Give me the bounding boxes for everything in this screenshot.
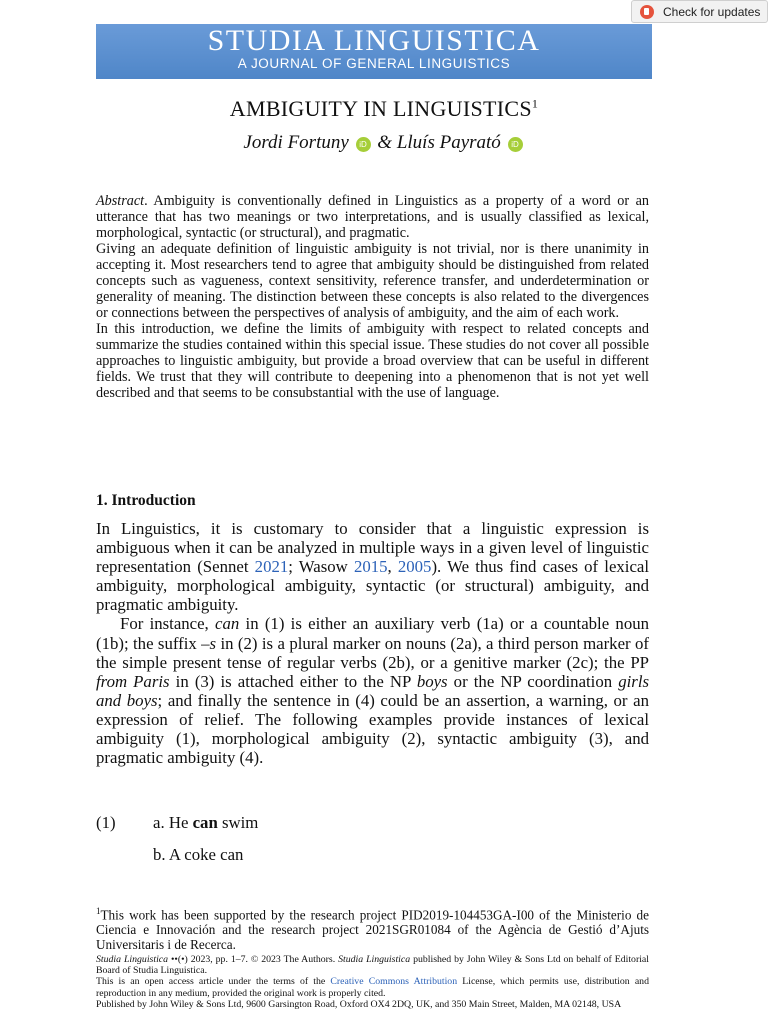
- p2-text: in (1) is either an auxiliary verb (1a) or a countable noun (1b); the suffix: [96, 614, 649, 653]
- footer-text: License, which permits use, distribution and reproduction in any medium, provided the original work is properly cited.: [96, 976, 649, 999]
- author-1[interactable]: Jordi Fortuny: [243, 132, 349, 153]
- orcid-icon[interactable]: iD: [508, 137, 523, 152]
- p2-italic: boys: [416, 671, 448, 691]
- footer-line-1: [96, 954, 649, 976]
- p2-italic: can: [215, 614, 240, 634]
- article-title: [0, 96, 768, 122]
- example-1b: b. A coke can: [153, 845, 244, 864]
- journal-banner: [96, 24, 652, 79]
- body-text: [96, 519, 649, 767]
- p1-text-a: In Linguistics, it is customary to consider that a linguistic expression is ambiguous when it can be analyzed in multiple ways in a given level of linguistic representation (Sennet: [96, 519, 649, 577]
- citation-link[interactable]: 2021: [254, 557, 289, 577]
- example-1a-pre: a. He: [153, 813, 193, 832]
- p1-text-c: ,: [387, 557, 398, 577]
- page-footer: [96, 954, 649, 1010]
- crossmark-icon: [640, 5, 654, 19]
- abstract: [96, 193, 649, 401]
- example-1a-post: swim: [217, 813, 259, 832]
- footer-text: This is an open access article under the terms of the: [96, 976, 331, 988]
- section-heading: 1. Introduction: [96, 492, 196, 509]
- check-for-updates-label: Check for updates: [663, 5, 761, 19]
- footer-text: ••(•) 2023, pp. 1–7. © 2023 The Authors.: [168, 954, 339, 965]
- p1-text-d: ). We thus find cases of lexical ambiguity, morphological ambiguity, syntactic (or structural) ambiguity, and pragmatic ambiguity.: [96, 557, 650, 615]
- footnote-paragraph: [96, 904, 649, 952]
- abstract-paragraph-2: Giving an adequate definition of linguistic ambiguity is not trivial, nor is there unanimity in accepting it. Most researchers tend to agree that ambiguity should be distinguished from related concepts such as vagueness, context sensitivity, reference transfer, and underdetermination or generality of meaning. The distinction between these concepts is also related to the divergences or connections between the perspectives of analysis of ambiguity, and the aim of each work.: [96, 241, 649, 321]
- abstract-paragraph-1: [96, 193, 649, 241]
- footnote-mark: 1: [96, 906, 101, 916]
- p2-text: or the NP coordination: [447, 671, 619, 691]
- example-1a-bold: can: [192, 813, 218, 832]
- citation-link[interactable]: 2005: [397, 557, 432, 577]
- orcid-icon[interactable]: iD: [356, 137, 371, 152]
- license-link[interactable]: Creative Commons Attribution: [330, 976, 458, 988]
- paragraph-2: [96, 614, 649, 767]
- authors: [0, 132, 768, 154]
- footer-line-3: Published by John Wiley & Sons Ltd, 9600 Garsington Road, Oxford OX4 2DQ, UK, and 350 Main Street, Malden, MA 02148, USA: [96, 998, 622, 1010]
- author-2[interactable]: Lluís Payrató: [396, 132, 501, 153]
- abstract-label: Abstract: [96, 193, 145, 209]
- author-separator: &: [377, 132, 393, 153]
- footer-journal: Studia Linguistica: [338, 954, 411, 965]
- p2-italic: girls and boys: [96, 671, 650, 710]
- p1-text-b: ; Wasow: [288, 557, 354, 577]
- check-for-updates-button[interactable]: [631, 0, 768, 23]
- abstract-text-1: . Ambiguity is conventionally defined in Linguistics as a property of a word or an utterance that has two meanings or two interpretations, and is usually classified as lexical, morphological, syntactic (or structural), and pragmatic.: [96, 193, 649, 241]
- p2-text: in (3) is attached either to the NP: [169, 671, 417, 691]
- p2-text: For instance,: [120, 614, 216, 634]
- example-number: (1): [96, 813, 116, 832]
- abstract-paragraph-3: In this introduction, we define the limits of ambiguity with respect to related concepts and summarize the studies contained within this special issue. These studies do not cover all possible approaches to linguistic ambiguity, but provide a broad overview that can be useful in different fields. We trust that they will contribute to deepening into a phenomenon that is not yet well described and that seems to be consubstantial with the use of language.: [96, 321, 649, 401]
- footnote: [96, 904, 649, 952]
- title-footnote-mark: 1: [531, 96, 539, 111]
- example-1a: [153, 813, 258, 833]
- p2-text: ; and finally the sentence in (4) could be an assertion, a warning, or an expression of relief. The following examples provide instances of lexical ambiguity (1), morphological ambiguity (2), syntactic ambiguity (3), and pragmatic ambiguity (4).: [96, 690, 649, 768]
- footer-journal: Studia Linguistica: [96, 954, 169, 965]
- article-title-text: AMBIGUITY IN LINGUISTICS: [229, 96, 532, 121]
- footnote-text: This work has been supported by the research project PID2019-104453GA-I00 of the Ministerio de Ciencia e Innovación and the research project 2021SGR01084 of the Agència de Gestió d’Ajuts Universitaris i de Recerca.: [96, 907, 649, 953]
- p2-italic: from Paris: [96, 671, 170, 691]
- p2-text: in (2) is a plural marker on nouns (2a), a third person marker of the simple present tense of regular verbs (2b), or a genitive marker (2c); the PP: [96, 633, 649, 672]
- paragraph-1: [96, 519, 649, 614]
- footer-text: published by John Wiley & Sons Ltd on behalf of Editorial Board of Studia Linguistica.: [96, 954, 649, 977]
- journal-subtitle: A JOURNAL OF GENERAL LINGUISTICS: [237, 56, 511, 71]
- footer-line-2: [96, 976, 649, 998]
- citation-link[interactable]: 2015: [353, 557, 388, 577]
- journal-name: STUDIA LINGUISTICA: [207, 24, 541, 57]
- p2-italic: –s: [201, 633, 217, 653]
